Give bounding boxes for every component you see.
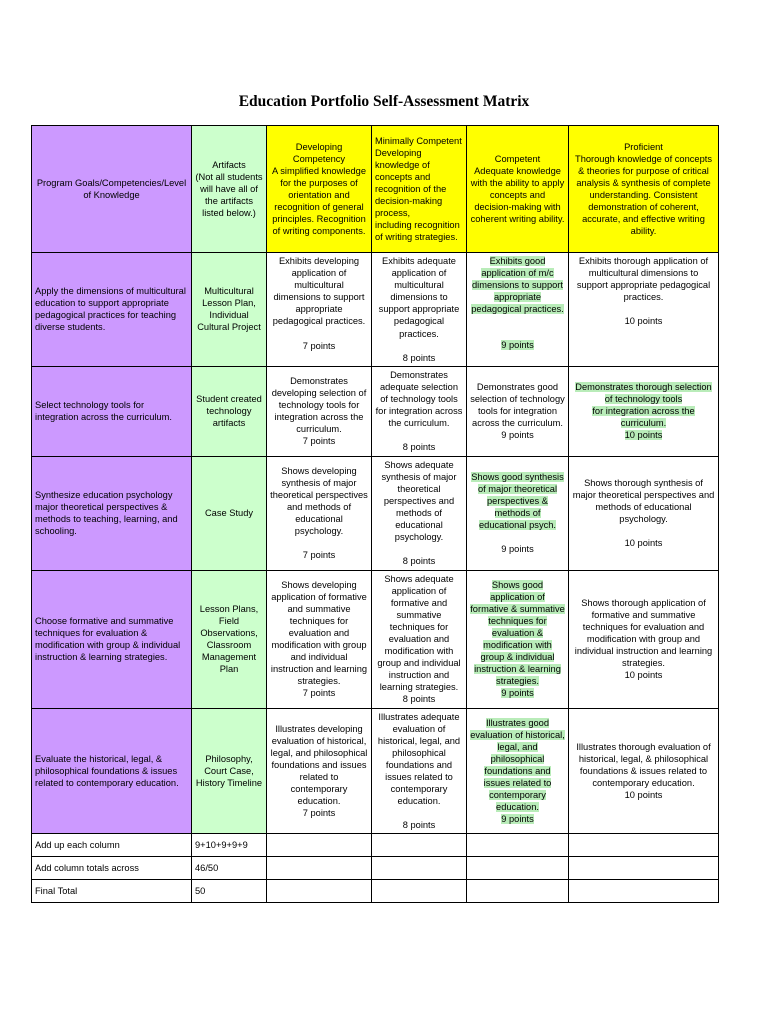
self-assessment-matrix [31,125,719,903]
rating-points: 8 points [402,352,436,363]
rating-text: Illustrates thorough evaluation of historical, legal, & philosophical foundations & issues related to contemporary education. [576,741,711,788]
rating-text: Shows developing application of formative and summative techniques for evaluation and modification with group and individual instruction and learning strategies. [270,579,368,687]
rating-points: 7 points [302,340,336,351]
rating-points: 8 points [402,694,436,705]
totals-row [32,834,719,857]
rating-cell [569,366,719,456]
rating-cell [569,456,719,570]
table-row [32,456,719,570]
rating-text: Shows good synthesis of major theoretical perspectives & methods of educational psych. [471,471,564,531]
table-row [32,570,719,708]
rating-points: 7 points [302,436,336,447]
rating-text: Shows adequate synthesis of major theoretical perspectives and methods of educational psychology. [381,459,457,543]
totals-label: Add up each column [32,834,192,857]
table-row [32,366,719,456]
level-description: A simplified knowledge for the purposes of orientation and recognition of general principles. Recognition of writing components. [271,165,367,237]
rating-cell [267,253,372,367]
rating-text: Exhibits good application of m/c dimensions to support appropriate pedagogical practices. [471,256,564,315]
rating-text: Shows good application of formative & summative techniques for evaluation & modification with group & individual instruction & learning strategies. [470,579,565,687]
level-name: Minimally Competent [375,135,462,146]
rating-text: Exhibits adequate application of multicultural dimensions to support appropriate pedagogical practices. [378,256,460,339]
rating-cell [569,708,719,834]
totals-row [32,857,719,880]
empty-cell [267,834,372,857]
rating-cell [569,253,719,367]
goal-cell: Choose formative and summative techniques for evaluation & modification with group & individual instruction & learning strategies. [32,570,192,708]
empty-cell [372,834,467,857]
rating-points: 8 points [402,820,436,831]
level-description: Adequate knowledge with the ability to apply concepts and decision-making with coherent writing ability. [470,165,565,225]
rating-cell [467,708,569,834]
rating-points: 10 points [624,538,663,549]
totals-value: 46/50 [192,857,267,880]
artifact-cell: Multicultural Lesson Plan, Individual Cultural Project [192,253,267,367]
rating-points: 7 points [302,550,336,561]
header-goal-label: Program Goals/Competencies/Level of Knowledge [36,177,187,200]
rating-text: Demonstrates developing selection of technology tools for integration across the curriculum. [271,375,367,435]
level-description: Thorough knowledge of concepts & theories for purpose of critical analysis & synthesis of complete understanding. Consistent demonstration of coherent, accurate, and effective writing ability. [575,153,712,237]
header-level-competent [467,126,569,253]
header-row [32,126,719,253]
table-row [32,708,719,834]
rating-text: Exhibits thorough application of multicultural dimensions to support appropriate pedagogical practices. [576,256,711,303]
rating-points: 8 points [402,556,436,567]
goal-cell: Evaluate the historical, legal, & philosophical foundations & issues related to contemporary education. [32,708,192,834]
level-name: Proficient [624,141,663,152]
goal-cell: Synthesize education psychology major theoretical perspectives & methods to teaching, learning, and schooling. [32,456,192,570]
rating-cell [267,456,372,570]
rating-cell [467,456,569,570]
rating-cell [372,570,467,708]
rating-text: Exhibits developing application of multicultural dimensions to support appropriate pedagogical practices. [272,256,366,327]
rating-cell [267,570,372,708]
rating-points: 7 points [302,808,336,819]
totals-value: 50 [192,880,267,903]
rating-points: 10 points [624,430,663,441]
rating-cell [267,708,372,834]
rating-cell [467,253,569,367]
table-row [32,253,719,367]
artifact-cell: Case Study [192,456,267,570]
rating-text: Illustrates good evaluation of historical, legal, and philosophical foundations and issues related to contemporary education. [470,717,565,813]
rating-text: Demonstrates adequate selection of technology tools for integration across the curriculum. [375,369,463,429]
header-goal [32,126,192,253]
empty-cell [569,880,719,903]
rating-cell [372,708,467,834]
totals-value: 9+10+9+9+9 [192,834,267,857]
goal-cell: Select technology tools for integration across the curriculum. [32,366,192,456]
rating-points: 9 points [501,340,534,351]
rating-points: 9 points [501,688,534,699]
rating-cell [467,570,569,708]
empty-cell [267,880,372,903]
empty-cell [467,857,569,880]
totals-row [32,880,719,903]
rating-cell [372,366,467,456]
document-title: Education Portfolio Self-Assessment Matrix [238,93,530,110]
rating-points: 8 points [402,442,436,453]
artifact-cell: Lesson Plans, Field Observations, Classroom Management Plan [192,570,267,708]
rating-text: Shows developing synthesis of major theoretical perspectives and methods of educational psychology. [270,465,368,537]
artifact-cell: Philosophy, Court Case, History Timeline [192,708,267,834]
rating-points: 9 points [501,430,534,441]
rating-points: 7 points [302,688,336,699]
rating-cell [569,570,719,708]
rating-text: Shows thorough application of formative and summative techniques for evaluation and modification with group and individual instruction and learning strategies. [574,597,713,669]
level-description: Developing knowledge of concepts and recognition of the decision-making process, including recognition of writing strategies. [375,147,460,243]
goal-cell: Apply the dimensions of multicultural education to support appropriate pedagogical practices for teaching diverse students. [32,253,192,367]
empty-cell [569,857,719,880]
rating-cell [267,366,372,456]
totals-label: Final Total [32,880,192,903]
rating-cell [372,253,467,367]
level-name: Competent [494,153,541,164]
empty-cell [467,880,569,903]
header-level-minimal [372,126,467,253]
rating-text: Demonstrates good selection of technology tools for integration across the curriculum. [470,382,565,429]
rating-points: 10 points [624,316,663,327]
header-level-developing [267,126,372,253]
empty-cell [267,857,372,880]
rating-cell [467,366,569,456]
rating-cell [372,456,467,570]
rating-points: 10 points [624,670,663,681]
header-artifacts [192,126,267,253]
rating-text: Shows thorough synthesis of major theoretical perspectives and methods of educational psychology. [572,477,715,525]
rating-points: 9 points [501,814,534,825]
rating-text: Demonstrates thorough selection of technology tools for integration across the curriculum. [575,382,712,429]
header-level-proficient [569,126,719,253]
rating-points: 9 points [501,544,534,555]
rating-text: Illustrates adequate evaluation of historical, legal, and philosophical foundations and issues related to contemporary education. [377,711,461,807]
empty-cell [569,834,719,857]
empty-cell [372,880,467,903]
artifact-cell: Student created technology artifacts [192,366,267,456]
totals-label: Add column totals across [32,857,192,880]
empty-cell [372,857,467,880]
level-name: Developing Competency [292,141,346,164]
empty-cell [467,834,569,857]
rating-text: Illustrates developing evaluation of historical, legal, and philosophical foundations and issues related to contemporary education. [270,723,368,807]
rating-points: 10 points [624,790,663,801]
rating-text: Shows adequate application of formative and summative techniques for evaluation and modification with group and individual instruction and learning strategies. [377,573,461,693]
header-artifacts-label: Artifacts (Not all students will have all of the artifacts listed below.) [195,159,263,219]
